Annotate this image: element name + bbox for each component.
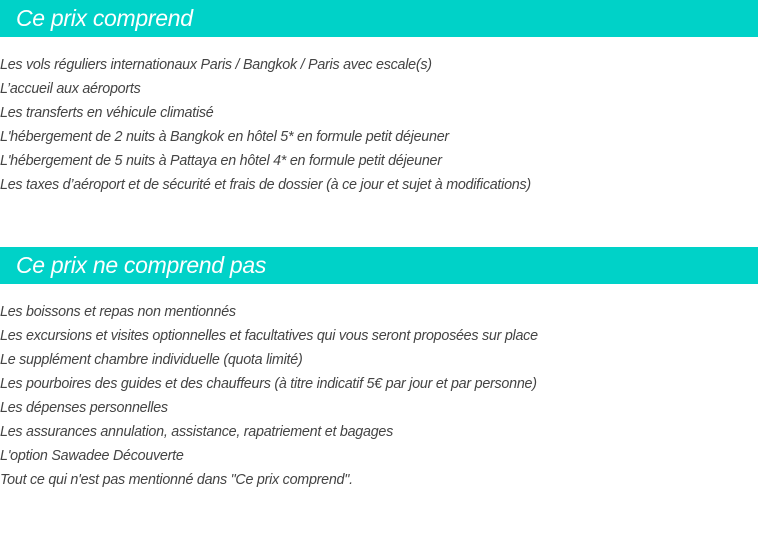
list-item: L'hébergement de 5 nuits à Pattaya en hôtel 4* en formule petit déjeuner [0,153,442,169]
list-item: Les boissons et repas non mentionnés [0,304,236,320]
list-item: Les vols réguliers internationaux Paris / Bangkok / Paris avec escale(s) [0,57,432,73]
price-includes-header [0,0,758,37]
list-item: Les assurances annulation, assistance, rapatriement et bagages [0,424,394,440]
list-item: Tout ce qui n'est pas mentionné dans "Ce prix comprend". [0,472,353,488]
price-excludes-section [0,247,758,492]
list-item: Le supplément chambre individuelle (quota limité) [0,352,303,368]
price-excludes-title: Ce prix ne comprend pas [16,252,267,278]
list-item: Les transferts en véhicule climatisé [0,105,214,121]
list-item: L'hébergement de 2 nuits à Bangkok en hôtel 5* en formule petit déjeuner [0,129,449,145]
price-excludes-list [0,300,758,492]
list-item: L'option Sawadee Découverte [0,448,184,464]
price-excludes-header [0,247,758,284]
price-includes-list [0,53,758,197]
list-item: Les pourboires des guides et des chauffeurs (à titre indicatif 5€ par jour et par personne) [0,376,537,392]
list-item: Les taxes d’aéroport et de sécurité et frais de dossier (à ce jour et sujet à modifications) [0,177,531,193]
price-includes-section [0,0,758,197]
list-item: Les dépenses personnelles [0,400,168,416]
list-item: Les excursions et visites optionnelles et facultatives qui vous seront proposées sur place [0,328,538,344]
list-item: L’accueil aux aéroports [0,81,141,97]
price-includes-title: Ce prix comprend [16,5,193,31]
